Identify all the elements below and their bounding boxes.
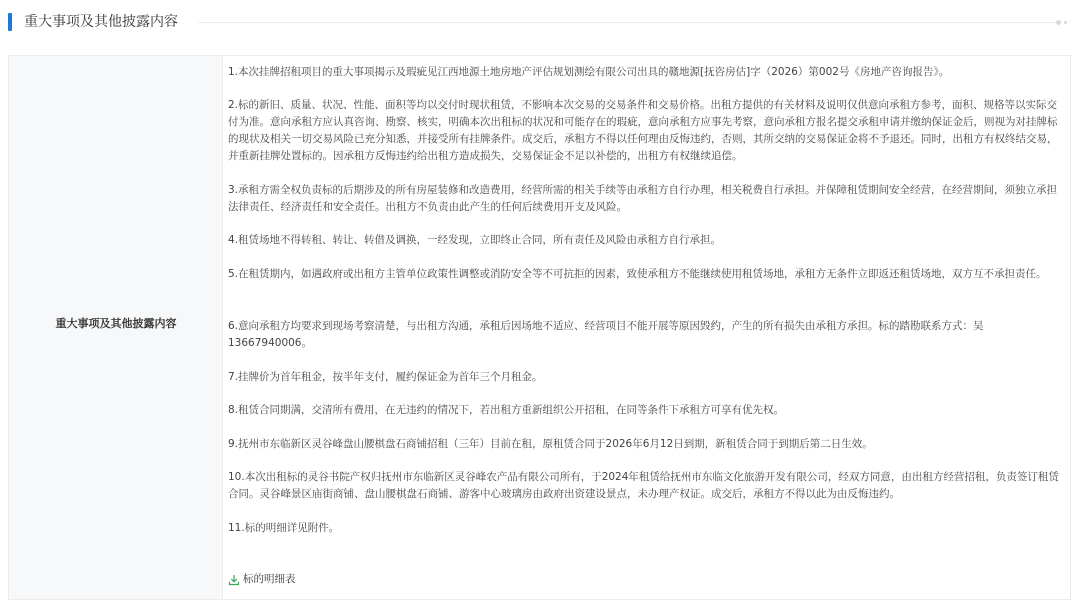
paragraph-4: 4.租赁场地不得转租、转让、转借及调换，一经发现，立即终止合同，所有责任及风险由承租方自行承担。	[228, 234, 722, 246]
paragraph-8: 8.租赁合同期满，交清所有费用，在无违约的情况下，若出租方重新组织公开招租，在同等条件下承租方可享有优先权。	[228, 404, 785, 416]
paragraph-5: 5.在租赁期内，如遇政府或出租方主管单位政策性调整或消防安全等不可抗拒的因素，致使承租方不能继续使用租赁场地，承租方无条件立即返还租赁场地，双方互不承担责任。	[228, 268, 1047, 280]
divider-dot	[1064, 21, 1067, 24]
divider-dot	[1056, 20, 1061, 25]
attachment-label[interactable]: 标的明细表	[243, 573, 296, 585]
paragraph-10: 10.本次出租标的灵谷书院产权归抚州市东临新区灵谷峰农产品有限公司所有，于2024年租赁给抚州市东临文化旅游开发有限公司，经双方同意，由出租方经营招租，负责签订租赁合同。灵谷峰景区庙街商铺、盘山腰棋盘石商铺、游客中心玻璃房由政府出资建设景点，未办理产权证。成交后，承租方不得以此为由反悔违约。	[228, 471, 1059, 500]
paragraph-6: 6.意向承租方均要求到现场考察清楚，与出租方沟通，承租后因场地不适应、经营项目不能开展等原因毁约，产生的所有损失由承租方承担。标的踏勘联系方式：吴13667940006。	[228, 320, 984, 349]
row-label: 重大事项及其他披露内容	[55, 317, 177, 330]
paragraph-9: 9.抚州市东临新区灵谷峰盘山腰棋盘石商铺招租（三年）目前在租，原租赁合同于2026年6月12日到期，新租赁合同于到期后第二日生效。	[228, 438, 873, 450]
paragraph-2: 2.标的新旧、质量、状况、性能、面积等均以交付时现状租赁，不影响本次交易的交易条件和交易价格。出租方提供的有关材料及说明仅供意向承租方参考，面积、规格等以实际交付为准。意向承租方应认真咨询、勘察、核实，明确本次出租标的状况和可能存在的瑕疵，意向承租方应事先考察，意向承租方报名提交承租申请并缴纳保证金后，则视为对挂牌标的现状及相关一切交易风险已充分知悉，并接受所有挂牌条件。成交后，承租方不得以任何理由反悔违约，否则，其所交纳的交易保证金将不予退还。同时，出租方有权终结交易，并重新挂牌处置标的。因承租方反悔违约给出租方造成损失，交易保证金不足以补偿的，出租方有权继续追偿。	[228, 99, 1058, 162]
download-icon	[228, 574, 240, 586]
section-header	[0, 0, 1080, 46]
header-divider	[198, 22, 1058, 23]
paragraph-3: 3.承租方需全权负责标的后期涉及的所有房屋装修和改造费用，经营所需的相关手续等由承租方自行办理，相关税费自行承担。并保障租赁期间安全经营，在经营期间，须独立承担法律责任、经济责任和安全责任。出租方不负责由此产生的任何后续费用开支及风险。	[228, 184, 1058, 213]
title-accent-bar	[8, 13, 12, 31]
section-title: 重大事项及其他披露内容	[24, 14, 178, 30]
attachment-link[interactable]	[228, 571, 296, 588]
paragraph-11: 11.标的明细详见附件。	[228, 522, 340, 534]
paragraph-7: 7.挂牌价为首年租金，按半年支付，履约保证金为首年三个月租金。	[228, 371, 543, 383]
paragraph-1: 1.本次挂牌招租项目的重大事项揭示及瑕疵见江西地源土地房地产评估规划测绘有限公司出具的赣地源[抚咨房估]字（2026）第002号《房地产咨询报告》。	[228, 66, 950, 78]
row-label-cell	[9, 56, 223, 599]
disclosure-table	[8, 55, 1071, 600]
